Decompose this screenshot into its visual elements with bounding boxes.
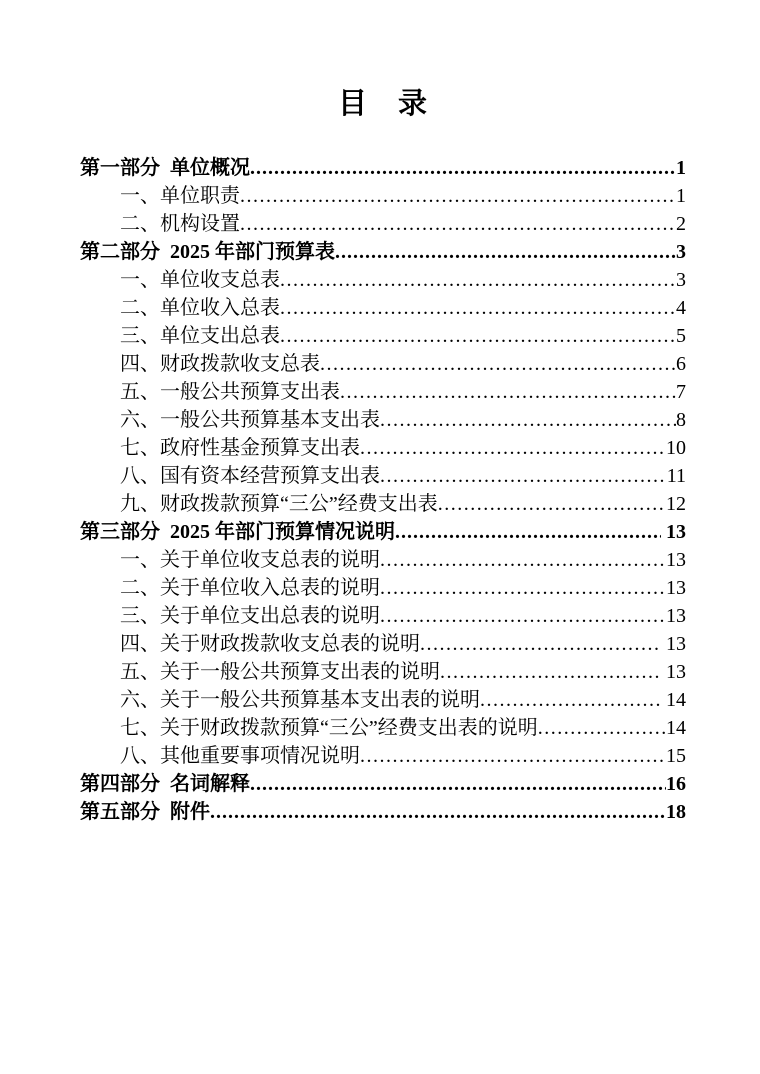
toc-leader-dots: [360, 742, 666, 770]
toc-leader-dots: [440, 658, 661, 686]
toc-leader-dots: [380, 462, 667, 490]
toc-leader-dots: [380, 406, 676, 434]
toc-entry-page: 5: [676, 325, 686, 347]
toc-leader-dots: [420, 630, 661, 658]
toc-leader-dots: [360, 434, 666, 462]
toc-entry-label: 四、关于财政拨款收支总表的说明: [120, 633, 420, 655]
toc-leader-dots: [280, 266, 676, 294]
toc-leader-dots: [210, 798, 666, 826]
toc-entry-label: 一、单位收支总表: [120, 269, 280, 291]
toc-entry-page: 13: [661, 633, 686, 655]
toc-entry-label: 一、关于单位收支总表的说明: [120, 549, 380, 571]
toc-leader-dots: [380, 546, 666, 574]
toc-entry-page: 13: [661, 661, 686, 683]
toc-entry-label: 八、国有资本经营预算支出表: [120, 465, 380, 487]
toc-entry-label: 第四部分 名词解释: [80, 773, 250, 795]
toc-leader-dots: [395, 518, 661, 546]
toc-entry-page: 2: [676, 213, 686, 235]
toc-entry-page: 16: [666, 773, 686, 795]
toc-entry: [80, 210, 686, 238]
toc-leader-dots: [380, 574, 666, 602]
toc-entry-label: 三、关于单位支出总表的说明: [120, 605, 380, 627]
toc-entry: [80, 322, 686, 350]
toc-entry: [80, 630, 686, 658]
toc-entry-label: 第三部分 2025 年部门预算情况说明: [80, 521, 395, 543]
toc-entry-page: 3: [676, 241, 686, 263]
toc-entry-label: 一、单位职责: [120, 185, 240, 207]
toc-entry: [80, 658, 686, 686]
toc-entry-label: 第二部分 2025 年部门预算表: [80, 241, 335, 263]
toc-entry-page: 1: [676, 185, 686, 207]
toc-entry-label: 九、财政拨款预算“三公”经费支出表: [120, 493, 438, 515]
toc-entry: [80, 238, 686, 266]
toc-entry: [80, 686, 686, 714]
toc-leader-dots: [380, 602, 666, 630]
toc-entry-page: 13: [666, 549, 686, 571]
toc-entry-label: 二、机构设置: [120, 213, 240, 235]
toc-entry: [80, 294, 686, 322]
toc-leader-dots: [438, 490, 666, 518]
toc-entry-page: 1: [676, 157, 686, 179]
toc-entry: [80, 490, 686, 518]
toc-leader-dots: [538, 714, 666, 742]
toc-entry-page: 8: [676, 409, 686, 431]
toc-entry: [80, 518, 686, 546]
toc-entry: [80, 462, 686, 490]
toc-entry-page: 11: [666, 465, 686, 487]
toc-entry-label: 二、关于单位收入总表的说明: [120, 577, 380, 599]
toc-entry-page: 13: [666, 577, 686, 599]
toc-entry-label: 五、一般公共预算支出表: [120, 381, 340, 403]
toc-entry: [80, 546, 686, 574]
toc-entry: [80, 770, 686, 798]
toc-entry-page: 4: [676, 297, 686, 319]
toc-leader-dots: [240, 182, 676, 210]
toc-entry-page: 18: [666, 801, 686, 823]
toc-entry-page: 14: [666, 717, 686, 739]
toc-entry: [80, 350, 686, 378]
toc-entry-page: 13: [661, 521, 686, 543]
toc-entry: [80, 406, 686, 434]
toc-entry-label: 第五部分 附件: [80, 801, 210, 823]
toc-entry-label: 五、关于一般公共预算支出表的说明: [120, 661, 440, 683]
toc-entry-label: 八、其他重要事项情况说明: [120, 745, 360, 767]
toc-entry-page: 14: [661, 689, 686, 711]
toc-leader-dots: [320, 350, 676, 378]
toc-entry-page: 12: [666, 493, 686, 515]
toc-leader-dots: [335, 238, 676, 266]
toc-entry-label: 七、关于财政拨款预算“三公”经费支出表的说明: [120, 717, 538, 739]
toc-entry-label: 三、单位支出总表: [120, 325, 280, 347]
toc-entry-page: 6: [676, 353, 686, 375]
toc-list: [80, 154, 686, 826]
toc-entry: [80, 602, 686, 630]
toc-leader-dots: [480, 686, 661, 714]
toc-entry-label: 第一部分 单位概况: [80, 157, 250, 179]
toc-entry: [80, 266, 686, 294]
toc-entry-page: 15: [666, 745, 686, 767]
page-title: 目 录: [337, 88, 428, 120]
toc-leader-dots: [250, 154, 676, 182]
toc-entry-page: 13: [666, 605, 686, 627]
toc-leader-dots: [340, 378, 676, 406]
toc-leader-dots: [250, 770, 666, 798]
toc-entry: [80, 434, 686, 462]
toc-entry: [80, 798, 686, 826]
toc-entry: [80, 574, 686, 602]
toc-leader-dots: [240, 210, 676, 238]
toc-entry-label: 六、关于一般公共预算基本支出表的说明: [120, 689, 480, 711]
toc-entry-label: 六、一般公共预算基本支出表: [120, 409, 380, 431]
toc-entry: [80, 182, 686, 210]
toc-entry-label: 七、政府性基金预算支出表: [120, 437, 360, 459]
toc-entry: [80, 742, 686, 770]
toc-entry: [80, 378, 686, 406]
toc-leader-dots: [280, 322, 676, 350]
toc-entry: [80, 714, 686, 742]
toc-entry-page: 7: [676, 381, 686, 403]
toc-entry: [80, 154, 686, 182]
toc-entry-page: 10: [666, 437, 686, 459]
toc-entry-page: 3: [676, 269, 686, 291]
toc-entry-label: 四、财政拨款收支总表: [120, 353, 320, 375]
toc-entry-label: 二、单位收入总表: [120, 297, 280, 319]
toc-leader-dots: [280, 294, 676, 322]
